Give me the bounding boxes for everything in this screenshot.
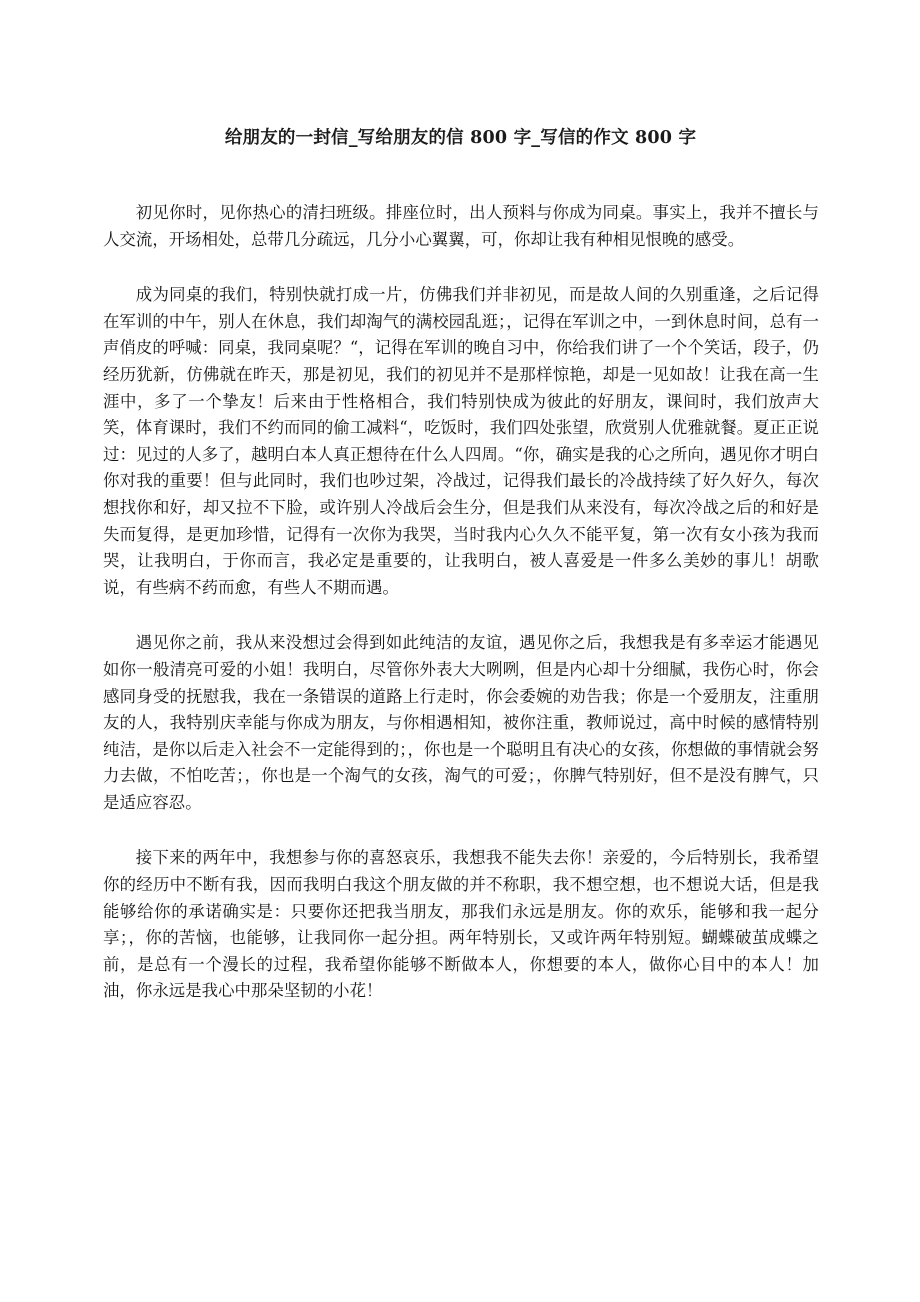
paragraph-3: 遇见你之前，我从来没想过会得到如此纯洁的友谊，遇见你之后，我想我是有多幸运才能遇见如你一般清亮可爱的小姐！我明白，尽管你外表大大咧咧，但是内心却十分细腻，我伤心时，你会感同身受的抚慰我，我在一条错误的道路上行走时，你会委婉的劝告我；你是一个爱朋友，注重朋友的人，我特别庆幸能与你成为朋友，与你相遇相知，被你注重，教师说过，高中时候的感情特别纯洁，是你以后走入社会不一定能得到的；，你也是一个聪明且有决心的女孩，你想做的事情就会努力去做，不怕吃苦；，你也是一个淘气的女孩，淘气的可爱；，你脾气特别好，但不是没有脾气，只是适应容忍。	[103, 633, 819, 812]
paragraph-2: 成为同桌的我们，特别快就打成一片，仿佛我们并非初见，而是故人间的久别重逢，之后记得在军训的中午，别人在休息，我们却淘气的满校园乱逛；，记得在军训之中，一到休息时间，总有一声俏皮的呼喊：同桌，我同桌呢？“，记得在军训的晚自习中，你给我们讲了一个个笑话，段子，仍经历犹新，仿佛就在昨天，那是初见，我们的初见并不是那样惊艳，却是一见如故！让我在高一生涯中，多了一个挚友！后来由于性格相合，我们特别快成为彼此的好朋友，课间时，我们放声大笑，体育课时，我们不约而同的偷工减料“，吃饭时，我们四处张望，欣赏别人优雅就餐。夏正正说过：见过的人多了，越明白本人真正想待在什么人四周。“你，确实是我的心之所向，遇见你才明白你对我的重要！但与此同时，我们也吵过架，冷战过，记得我们最长的冷战持续了好久好久，每次想找你和好，却又拉不下脸，或许别人冷战后会生分，但是我们从来没有，每次冷战之后的和好是失而复得，是更加珍惜，记得有一次你为我哭，当时我内心久久不能平复，第一次有女小孩为我而哭，让我明白，于你而言，我必定是重要的，让我明白，被人喜爱是一件多么美妙的事儿！胡歌说，有些病不药而愈，有些人不期而遇。	[103, 285, 819, 597]
paragraph-4: 接下来的两年中，我想参与你的喜怒哀乐，我想我不能失去你！亲爱的，今后特别长，我希望你的经历中不断有我，因而我明白我这个朋友做的并不称职，我不想空想，也不想说大话，但是我能够给你的承诺确实是：只要你还把我当朋友，那我们永远是朋友。你的欢乐，能够和我一起分享；，你的苦恼，也能够，让我同你一起分担。两年特别长，又或许两年特别短。蝴蝶破茧成蝶之前，是总有一个漫长的过程，我希望你能够不断做本人，你想要的本人，做你心目中的本人！加油，你永远是我心中那朵坚韧的小花！	[103, 848, 819, 1001]
page-title: 给朋友的一封信_写给朋友的信 800 字_写信的作文 800 字	[224, 127, 697, 148]
document-body	[103, 200, 819, 1005]
paragraph-1: 初见你时，见你热心的清扫班级。排座位时，出人预料与你成为同桌。事实上，我并不擅长与人交流，开场相处，总带几分疏远，几分小心翼翼，可，你却让我有种相见恨晚的感受。	[103, 203, 819, 249]
